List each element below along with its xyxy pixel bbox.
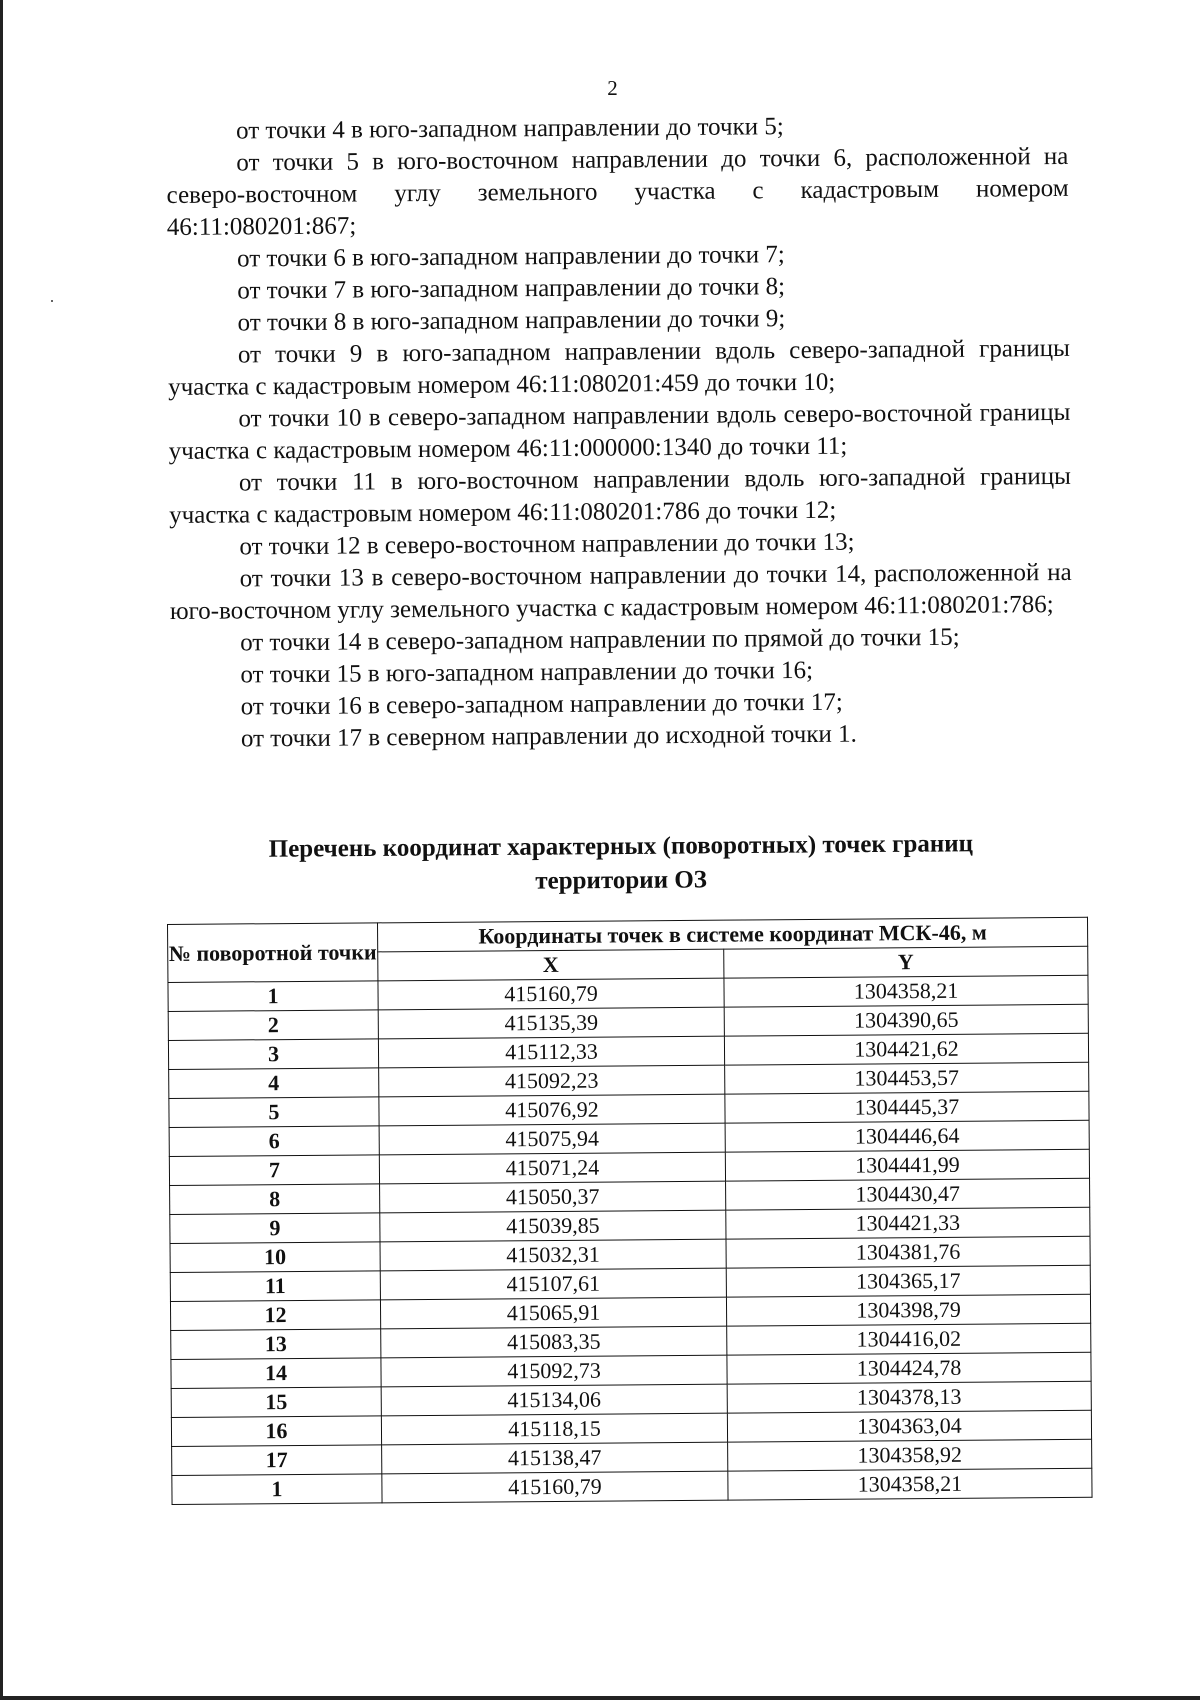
point-number-cell: 8 bbox=[170, 1184, 380, 1215]
x-coordinate-cell: 415065,91 bbox=[380, 1297, 726, 1329]
y-coordinate-cell: 1304358,92 bbox=[728, 1439, 1092, 1471]
y-coordinate-cell: 1304441,99 bbox=[725, 1149, 1089, 1181]
paragraph: от точки 12 в северо-восточном направлении до точки 13; bbox=[239, 528, 855, 561]
y-coordinate-cell: 1304398,79 bbox=[726, 1294, 1090, 1326]
paragraph: от точки 15 в юго-западном направлении до точки 16; bbox=[240, 656, 814, 689]
x-coordinate-cell: 415075,94 bbox=[379, 1123, 725, 1155]
point-number-cell: 14 bbox=[171, 1358, 381, 1389]
x-coordinate-cell: 415071,24 bbox=[379, 1152, 725, 1184]
section-title bbox=[170, 826, 1073, 901]
x-coordinate-cell: 415107,61 bbox=[380, 1268, 726, 1300]
x-coordinate-cell: 415138,47 bbox=[382, 1442, 728, 1474]
y-coordinate-cell: 1304358,21 bbox=[724, 975, 1088, 1007]
paragraph: от точки 9 в юго-западном направлении вдоль северо-западной границы участка с кадастровым номером 46:11:080201:459 до точки 10; bbox=[168, 334, 1070, 401]
x-coordinate-cell: 415160,79 bbox=[378, 978, 724, 1010]
point-number-cell: 1 bbox=[168, 981, 378, 1012]
section-title-line-2: территории ОЗ bbox=[535, 866, 708, 895]
x-coordinate-cell: 415118,15 bbox=[381, 1413, 727, 1445]
point-number-cell: 13 bbox=[171, 1329, 381, 1360]
paragraph: от точки 6 в юго-западном направлении до точки 7; bbox=[237, 241, 785, 273]
paragraph: от точки 16 в северо-западном направлении до точки 17; bbox=[240, 688, 843, 721]
x-coordinate-cell: 415039,85 bbox=[380, 1210, 726, 1242]
page-number: 2 bbox=[607, 76, 618, 100]
x-coordinate-cell: 415076,92 bbox=[379, 1094, 725, 1126]
point-number-cell: 11 bbox=[170, 1271, 380, 1302]
point-number-cell: 15 bbox=[171, 1387, 381, 1418]
point-number-cell: 5 bbox=[169, 1097, 379, 1128]
y-coordinate-cell: 1304424,78 bbox=[727, 1352, 1091, 1384]
point-number-cell: 16 bbox=[171, 1416, 381, 1447]
y-coordinate-cell: 1304416,02 bbox=[727, 1323, 1091, 1355]
y-coordinate-cell: 1304390,65 bbox=[724, 1004, 1088, 1036]
y-coordinate-cell: 1304358,21 bbox=[728, 1468, 1092, 1500]
point-number-cell: 3 bbox=[168, 1039, 378, 1070]
y-coordinate-cell: 1304453,57 bbox=[725, 1062, 1089, 1094]
point-number-cell: 7 bbox=[169, 1155, 379, 1186]
x-coordinate-cell: 415032,31 bbox=[380, 1239, 726, 1271]
y-coordinate-cell: 1304445,37 bbox=[725, 1091, 1089, 1123]
x-coordinate-cell: 415083,35 bbox=[381, 1326, 727, 1358]
x-coordinate-cell: 415134,06 bbox=[381, 1384, 727, 1416]
paragraph: от точки 4 в юго-западном направлении до точки 5; bbox=[236, 113, 784, 145]
boundary-description bbox=[166, 109, 1073, 756]
point-number-cell: 10 bbox=[170, 1242, 380, 1273]
point-number-cell: 1 bbox=[172, 1474, 382, 1505]
paragraph: от точки 10 в северо-западном направлении вдоль северо-восточной границы участка с кадастровым номером 46:11:000000:1340 до точки 11; bbox=[168, 398, 1071, 465]
paragraph: от точки 5 в юго-восточном направлении до точки 6, расположенной на северо-восточном углу земельного участка с кадастровым номером 46:11:080201:867; bbox=[166, 142, 1069, 241]
x-coordinate-cell: 415112,33 bbox=[378, 1036, 724, 1068]
point-number-cell: 4 bbox=[169, 1068, 379, 1099]
scan-bottom-edge bbox=[0, 1696, 1200, 1700]
table-body bbox=[168, 975, 1092, 1504]
y-coordinate-cell: 1304381,76 bbox=[726, 1236, 1090, 1268]
scan-speck bbox=[51, 300, 53, 302]
y-coordinate-cell: 1304430,47 bbox=[726, 1178, 1090, 1210]
y-coordinate-cell: 1304363,04 bbox=[727, 1410, 1091, 1442]
scan-left-edge bbox=[0, 0, 3, 1700]
x-coordinate-cell: 415160,79 bbox=[382, 1471, 728, 1503]
point-number-cell: 12 bbox=[170, 1300, 380, 1331]
y-coordinate-cell: 1304365,17 bbox=[726, 1265, 1090, 1297]
paragraph: от точки 13 в северо-восточном направлении до точки 14, расположенной на юго-восточном углу земельного участка с кадастровым номером 46:11:080201:786; bbox=[169, 558, 1072, 625]
table-row bbox=[172, 1468, 1092, 1504]
point-number-cell: 2 bbox=[168, 1010, 378, 1041]
paragraph: от точки 14 в северо-западном направлении по прямой до точки 15; bbox=[240, 623, 960, 657]
x-coordinate-cell: 415135,39 bbox=[378, 1007, 724, 1039]
coordinates-table bbox=[167, 917, 1093, 1505]
y-header: Y bbox=[724, 946, 1088, 978]
x-coordinate-cell: 415050,37 bbox=[380, 1181, 726, 1213]
point-number-header: № поворотной точки bbox=[168, 923, 378, 983]
section-title-line-1: Перечень координат характерных (поворотных) точек границ bbox=[268, 830, 974, 863]
paragraph: от точки 8 в юго-западном направлении до точки 9; bbox=[237, 305, 786, 337]
paragraph: от точки 7 в юго-западном направлении до точки 8; bbox=[237, 273, 786, 305]
x-coordinate-cell: 415092,73 bbox=[381, 1355, 727, 1387]
y-coordinate-cell: 1304421,33 bbox=[726, 1207, 1090, 1239]
y-coordinate-cell: 1304421,62 bbox=[724, 1033, 1088, 1065]
x-coordinate-cell: 415092,23 bbox=[379, 1065, 725, 1097]
x-header: X bbox=[378, 949, 724, 981]
point-number-cell: 9 bbox=[170, 1213, 380, 1244]
paragraph: от точки 17 в северном направлении до исходной точки 1. bbox=[240, 720, 857, 753]
y-coordinate-cell: 1304378,13 bbox=[727, 1381, 1091, 1413]
point-number-cell: 6 bbox=[169, 1126, 379, 1157]
paragraph: от точки 11 в юго-восточном направлении вдоль юго-западной границы участка с кадастровым номером 46:11:080201:786 до точки 12; bbox=[169, 462, 1071, 529]
point-number-cell: 17 bbox=[172, 1445, 382, 1476]
coordinates-header: Координаты точек в системе координат МСК-46, м bbox=[377, 917, 1087, 952]
y-coordinate-cell: 1304446,64 bbox=[725, 1120, 1089, 1152]
